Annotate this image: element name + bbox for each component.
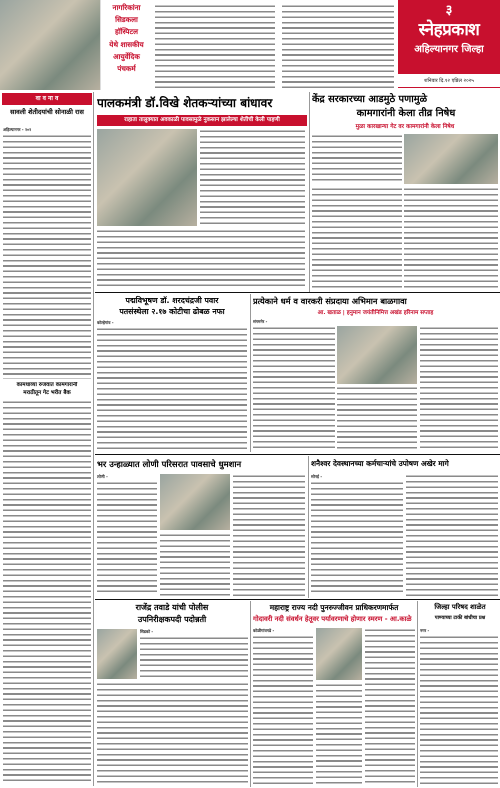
ad-line-2: सिडकला [115, 15, 138, 25]
date-line: शनिवार दि.१२ एप्रिल २०२५ [398, 74, 500, 88]
rain-text-3 [233, 474, 305, 596]
godavari-byline: कोळीगांवगडे - [253, 628, 275, 633]
shani-byline: सोनई - [311, 474, 322, 479]
award-text [97, 327, 247, 452]
top-middle-text-2 [282, 4, 394, 88]
left-column-title: सावली शेतीदयांची सोनाळी रास [10, 108, 84, 116]
main-subheadline: राहाता तालुक्यात अवकाळी पावसामुळे नुकसान झालेल्या शेतीची केली पाहणी [97, 115, 307, 126]
issue-number: ३ [445, 3, 453, 18]
rain-text-1 [97, 481, 157, 596]
right-text-3 [404, 187, 498, 289]
ad-line-6: पंचकर्म [117, 64, 136, 74]
right-text-1 [312, 134, 402, 184]
left-column-tag [2, 93, 92, 105]
dharma-byline: संगमनेर - [253, 319, 268, 324]
police-byline: सिडको - [140, 629, 154, 634]
shani-headline: शनैश्वर देवस्थानच्या कर्मचाऱ्यांचे उपोषण अखेर मागे [311, 459, 449, 468]
main-photo [97, 129, 197, 226]
police-photo [97, 629, 137, 679]
school-byline: नगर - [420, 628, 430, 633]
edition-name: अहिल्यानगर जिल्हा [414, 44, 484, 55]
godavari-text-1 [253, 635, 313, 785]
right-subheadline: मुळा कारखान्या गेट वर कामगारांनी केला निषेध [355, 124, 455, 130]
center-divider-3 [308, 456, 309, 598]
police-text-2 [97, 682, 248, 785]
section-rule-2 [95, 454, 500, 455]
rain-headline: भर उन्हाळ्यात लोणी परिसरात पावसाचे धुमशान [97, 459, 242, 469]
ad-line-4: येथे शासकीय [109, 39, 144, 49]
dharma-text-3 [420, 326, 498, 452]
main-headline: पालकमंत्री डॉ.विखे शेतकऱ्यांच्या बांधावर [97, 96, 273, 110]
shani-text-1 [311, 481, 403, 596]
left-column-text-2 [3, 400, 91, 785]
godavari-text-2 [316, 683, 362, 785]
left-tag-text: वा व ना व [35, 95, 59, 102]
godavari-headline-1: महाराष्ट्र राज्य नदी पुनरुज्जीवन प्राधिकरणमार्फत [269, 603, 399, 612]
dharma-text-1 [253, 326, 335, 452]
top-middle-text-1 [155, 4, 275, 88]
left-column-subtitle: कामधाव्या रुजवात कामगारांनी मराठीतून गेट भरीत बैक [16, 382, 78, 396]
top-left-photo [0, 0, 100, 90]
left-column-byline: अहिल्यानगर - २०२ [3, 127, 32, 132]
rain-byline: लोणी - [97, 474, 108, 479]
main-text-1 [200, 129, 305, 226]
center-divider-5 [417, 601, 418, 787]
pawar-byline: कोल्हेगांव - [97, 320, 114, 325]
section-rule-1 [95, 292, 500, 293]
godavari-text-3 [365, 628, 415, 785]
left-column-text-1 [3, 134, 91, 379]
godavari-photo [316, 628, 362, 680]
dharma-photo [337, 326, 417, 384]
right-headline-line-2: कामगारांनी केला तीव्र निषेध [356, 108, 456, 119]
shani-text-2 [406, 474, 498, 596]
right-photo [404, 134, 498, 184]
award-headline: पद्मविभूषण डॉ. शरदचंद्रजी पवार पतसंस्थेला २.१७ कोटीचा ढोबळ नफा [119, 296, 225, 316]
police-headline: राजेंद्र तवाडे यांची पोलीस उपनिरीक्षकपदी पदोन्नती [135, 603, 209, 624]
main-text-2 [97, 229, 305, 289]
section-rule-3 [95, 599, 500, 600]
ad-line-1: नागरिकांना [112, 3, 141, 12]
dharma-text-2 [337, 386, 417, 452]
center-divider-1 [309, 92, 310, 292]
top-left-ad [100, 0, 152, 90]
dharma-headline: प्रत्येकाने धर्म व वारकरी संप्रदाया अभिमान बाळगावा [253, 296, 407, 306]
dharma-subheadline: आ. खताळ | हनुमान जयंतीनिमित्त अखंड हरिनाम सप्ताह [317, 310, 434, 316]
masthead [398, 0, 500, 74]
right-headline-line-1: केंद्र सरकारच्या आडमुठे पणामुळे [312, 94, 428, 105]
center-divider-4 [250, 601, 251, 787]
school-headline: जिल्हा परिषद शाळेत पाण्याच्या टाकी बांधीचा प्रश्न [434, 603, 486, 621]
school-text [420, 635, 498, 785]
ad-line-3: हॉस्पिटल [115, 27, 138, 37]
paper-name: स्नेहप्रकाश [418, 20, 480, 40]
ad-line-5: आयुर्वेदिक [113, 51, 140, 61]
godavari-headline-2: गोदावरी नदी संवर्धन हेतूवर पर्यावरणाचे होणार स्मरण - आ.काळे [253, 615, 412, 623]
center-divider-2 [250, 294, 251, 452]
left-column-divider [93, 92, 94, 786]
rain-photo [160, 474, 230, 530]
rain-text-2 [160, 533, 230, 596]
right-text-2 [312, 187, 402, 289]
police-text-1 [140, 636, 248, 679]
